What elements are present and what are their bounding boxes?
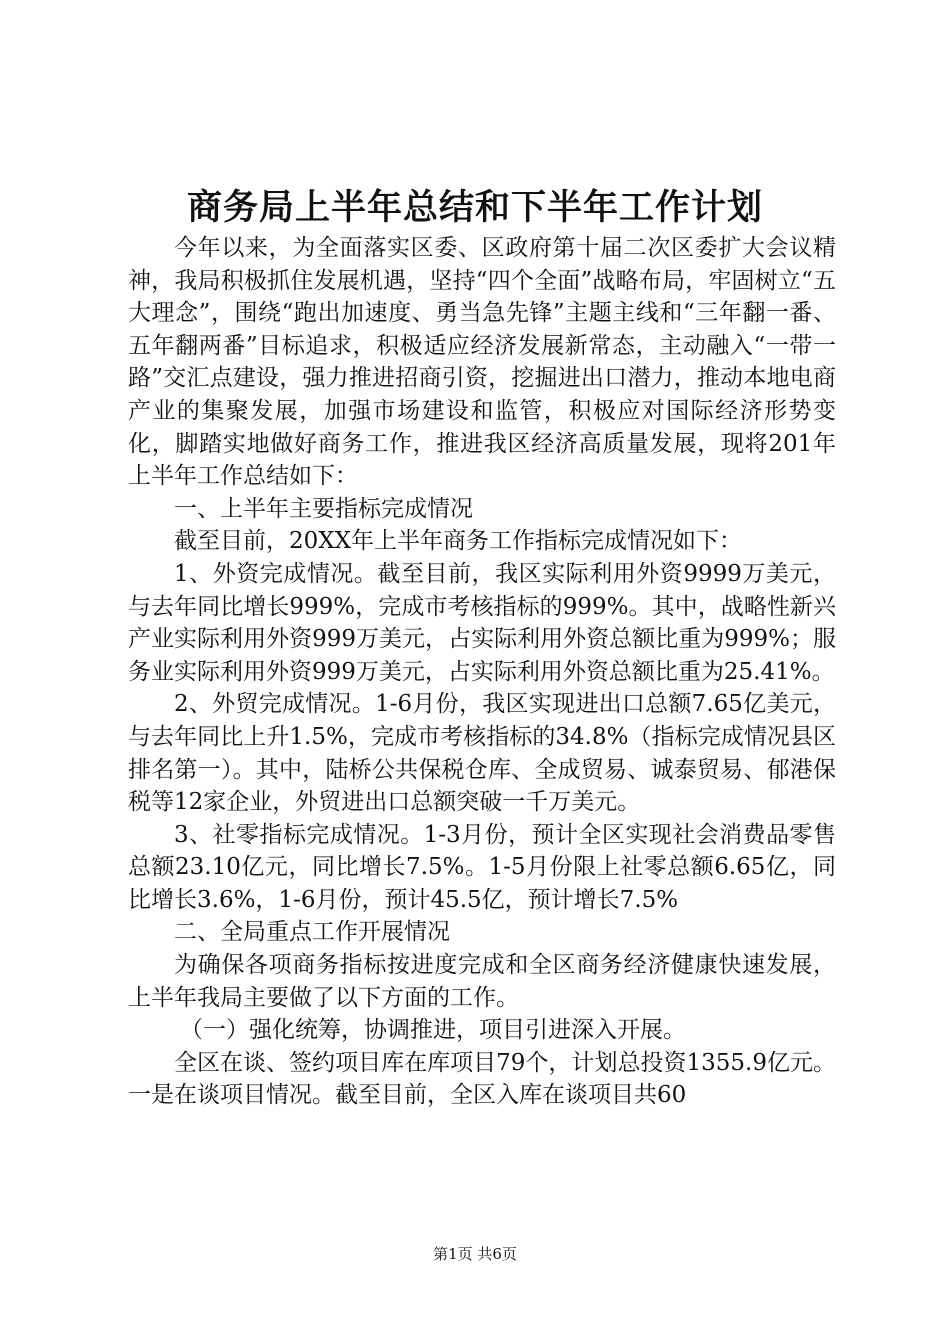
subsection-heading-1: （一）强化统筹，协调推进，项目引进深入开展。: [180, 1017, 686, 1044]
paragraph-projects: 全区在谈、签约项目库在库项目79个，计划总投资1355.9亿元。一是在谈项目情况。截至目前，全区入库在谈项目共60: [128, 1049, 836, 1109]
paragraph-foreign-trade: 2、外贸完成情况。1-6月份，我区实现进出口总额7.65亿美元，与去年同比上升1.5%，完成市考核指标的34.8%（指标完成情况县区排名第一）。其中，陆桥公共保税仓库、全成贸易、诚泰贸易、郁港保税等12家企业，外贸进出口总额突破一千万美元。: [128, 691, 836, 816]
document-title: 商务局上半年总结和下半年工作计划: [186, 187, 763, 228]
section-heading-2: 二、全局重点工作开展情况: [174, 919, 450, 946]
page-number-footer: 第1页 共6页: [433, 1245, 517, 1263]
paragraph-work-summary: 为确保各项商务指标按进度完成和全区商务经济健康快速发展，上半年我局主要做了以下方面的工作。: [128, 952, 836, 1011]
paragraph-intro: 今年以来，为全面落实区委、区政府第十届二次区委扩大会议精神，我局积极抓住发展机遇，坚持“四个全面”战略布局，牢固树立“五大理念”，围绕“跑出加速度、勇当急先锋”主题主线和“三年翻一番、五年翻两番”目标追求，积极适应经济发展新常态，主动融入“一带一路”交汇点建设，强力推进招商引资，挖掘进出口潜力，推动本地电商产业的集聚发展，加强市场建设和监管，积极应对国际经济形势变化，脚踏实地做好商务工作，推进我区经济高质量发展，现将201年上半年工作总结如下：: [128, 235, 836, 490]
paragraph-overview: 截至目前，20XX年上半年商务工作指标完成情况如下：: [174, 528, 743, 555]
paragraph-foreign-investment: 1、外资完成情况。截至目前，我区实际利用外资9999万美元，与去年同比增长999%，完成市考核指标的999%。其中，战略性新兴产业实际利用外资999万美元，占实际利用外资总额比重为999%；服务业实际利用外资999万美元，占实际利用外资总额比重为25.41%。: [128, 560, 836, 685]
paragraph-retail: 3、社零指标完成情况。1-3月份，预计全区实现社会消费品零售总额23.10亿元，同比增长7.5%。1-5月份限上社零总额6.65亿，同比增长3.6%，1-6月份，预计45.5亿，预计增长7.5%: [128, 821, 836, 913]
section-heading-1: 一、上半年主要指标完成情况: [174, 495, 473, 522]
document-body: [128, 232, 836, 1112]
